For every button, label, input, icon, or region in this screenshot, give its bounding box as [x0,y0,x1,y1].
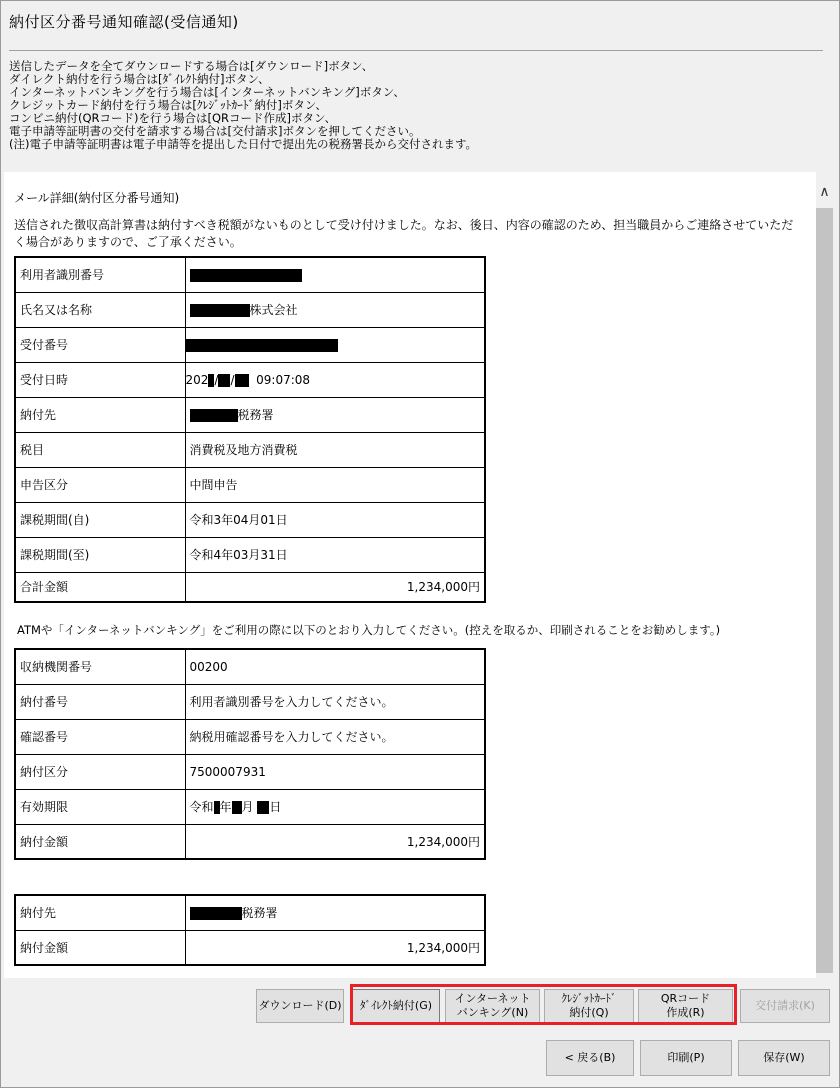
total-value: 1,234,000円 [406,580,480,595]
internet-banking-button[interactable] [445,989,540,1023]
amount-value: 1,234,000円 [406,834,480,849]
table-row [15,432,485,467]
payment-no-value: 利用者識別番号を入力してください。 [185,684,485,719]
table-row [15,719,485,754]
certificate-request-button[interactable]: 交付請求(K) [740,989,830,1023]
table-row [15,930,485,965]
redaction [190,907,242,920]
table-row [15,362,485,397]
month-unit: 月 [241,800,254,814]
summary-destination-value [185,895,485,930]
window-title: 納付区分番号通知確認(受信通知) [9,13,239,31]
redaction [186,339,338,352]
table-row [15,502,485,537]
summary-amount-label: 納付金額 [15,930,185,965]
instruction-line: コンビニ納付(QRコード)を行う場合は[QRコード作成]ボタン、 [9,111,337,125]
period-to-value: 令和4年03月31日 [185,537,485,572]
payment-no-label: 納付番号 [15,684,185,719]
vertical-scrollbar[interactable] [816,172,833,978]
table-row [15,257,485,292]
receipt-no-label: 受付番号 [15,327,185,362]
filing-type-value: 中間申告 [185,467,485,502]
expiry-value [185,789,485,824]
redaction [257,801,269,814]
table-row [15,649,485,684]
redaction [190,304,250,317]
filing-type-label: 申告区分 [15,467,185,502]
instruction-line: クレジットカード納付を行う場合は[ｸﾚｼﾞｯﾄｶｰﾄﾞ納付]ボタン、 [9,98,327,112]
table-row [15,895,485,930]
direct-payment-button[interactable]: ﾀﾞｲﾚｸﾄ納付(G) [352,989,440,1023]
button-label-line: インターネット [454,992,531,1005]
user-id-value [185,257,485,292]
save-button[interactable]: 保存(W) [738,1040,830,1076]
receipt-no-value [185,327,485,362]
destination-value [185,397,485,432]
download-button[interactable]: ダウンロード(D) [256,989,344,1023]
name-value [185,292,485,327]
destination-label: 納付先 [15,397,185,432]
date-separator: / [230,372,235,387]
date-separator: / [214,372,219,387]
expiry-label: 有効期限 [15,789,185,824]
receipt-details-table [14,256,486,603]
receipt-time: 09:07:08 [256,372,311,387]
instruction-line: (注)電子申請等証明書は電子申請等を提出した日付で提出先の税務署長から交付されます。 [9,137,478,151]
redaction [190,269,302,282]
instruction-line: 電子申請等証明書の交付を請求する場合は[交付請求]ボタンを押してください。 [9,124,421,138]
name-suffix: 株式会社 [249,303,298,317]
redaction [190,409,238,422]
user-id-label: 利用者識別番号 [15,257,185,292]
redaction [235,374,249,387]
button-label-line: 納付(Q) [569,1006,609,1019]
table-row [15,789,485,824]
button-label-line: バンキング(N) [456,1006,529,1019]
button-label-line: ｸﾚｼﾞｯﾄｶｰﾄﾞ [561,992,617,1005]
table-row [15,684,485,719]
print-button[interactable]: 印刷(P) [640,1040,732,1076]
confirm-no-label: 確認番号 [15,719,185,754]
instruction-line: 送信したデータを全てダウンロードする場合は[ダウンロード]ボタン、 [9,59,374,73]
redaction [232,801,242,814]
era-name: 令和 [189,800,214,814]
category-value: 7500007931 [185,754,485,789]
total-label: 合計金額 [15,572,185,602]
name-label: 氏名又は名称 [15,292,185,327]
button-label-line: 作成(R) [666,1006,705,1019]
summary-amount-value: 1,234,000円 [406,940,480,955]
day-unit: 日 [269,800,282,814]
period-from-label: 課税期間(自) [15,502,185,537]
summary-destination-label: 納付先 [15,895,185,930]
tax-item-label: 税目 [15,432,185,467]
instruction-line: ダイレクト納付を行う場合は[ﾀﾞｲﾚｸﾄ納付]ボタン、 [9,72,270,86]
year-unit: 年 [219,800,232,814]
atm-note: ATMや「インターネットバンキング」をご利用の際に以下のとおり入力してください。(控えを取るか、印刷されることをお勧めします。) [17,623,721,637]
table-row [15,572,485,602]
scroll-up-arrow-icon[interactable]: ∧ [819,184,830,200]
table-row [15,292,485,327]
category-label: 納付区分 [15,754,185,789]
button-label-line: QRコード [660,992,711,1005]
tax-item-value: 消費税及地方消費税 [185,432,485,467]
period-from-value: 令和3年04月01日 [185,502,485,537]
year-prefix: 202 [185,372,209,387]
institution-value: 00200 [185,649,485,684]
back-button[interactable]: < 戻る(B) [546,1040,634,1076]
receipt-datetime-value [185,362,485,397]
notice-text: 送信された徴収高計算書は納付すべき税額がないものとして受け付けました。なお、後日、内容の確認のため、担当職員からご連絡させていただく場合がありますので、ご了承ください。 [14,218,794,249]
table-row [15,754,485,789]
instructions [9,60,829,151]
payment-summary-table [14,894,486,966]
amount-label: 納付金額 [15,824,185,859]
table-row [15,397,485,432]
table-row [15,824,485,859]
credit-card-payment-button[interactable] [544,989,634,1023]
confirm-no-value: 納税用確認番号を入力してください。 [185,719,485,754]
instruction-line: インターネットバンキングを行う場合は[インターネットバンキング]ボタン、 [9,85,405,99]
redaction [218,374,230,387]
destination-suffix: 税務署 [237,408,274,422]
table-row [15,537,485,572]
period-to-label: 課税期間(至) [15,537,185,572]
payment-info-table [14,648,486,860]
table-row [15,467,485,502]
section-title: メール詳細(納付区分番号通知) [14,191,180,205]
title-divider [9,50,823,51]
table-row [15,327,485,362]
destination-suffix: 税務署 [241,906,278,921]
receipt-datetime-label: 受付日時 [15,362,185,397]
mail-detail-panel[interactable] [4,172,816,978]
qr-code-button[interactable] [638,989,733,1023]
scrollbar-thumb[interactable] [816,208,833,973]
institution-label: 収納機関番号 [15,649,185,684]
